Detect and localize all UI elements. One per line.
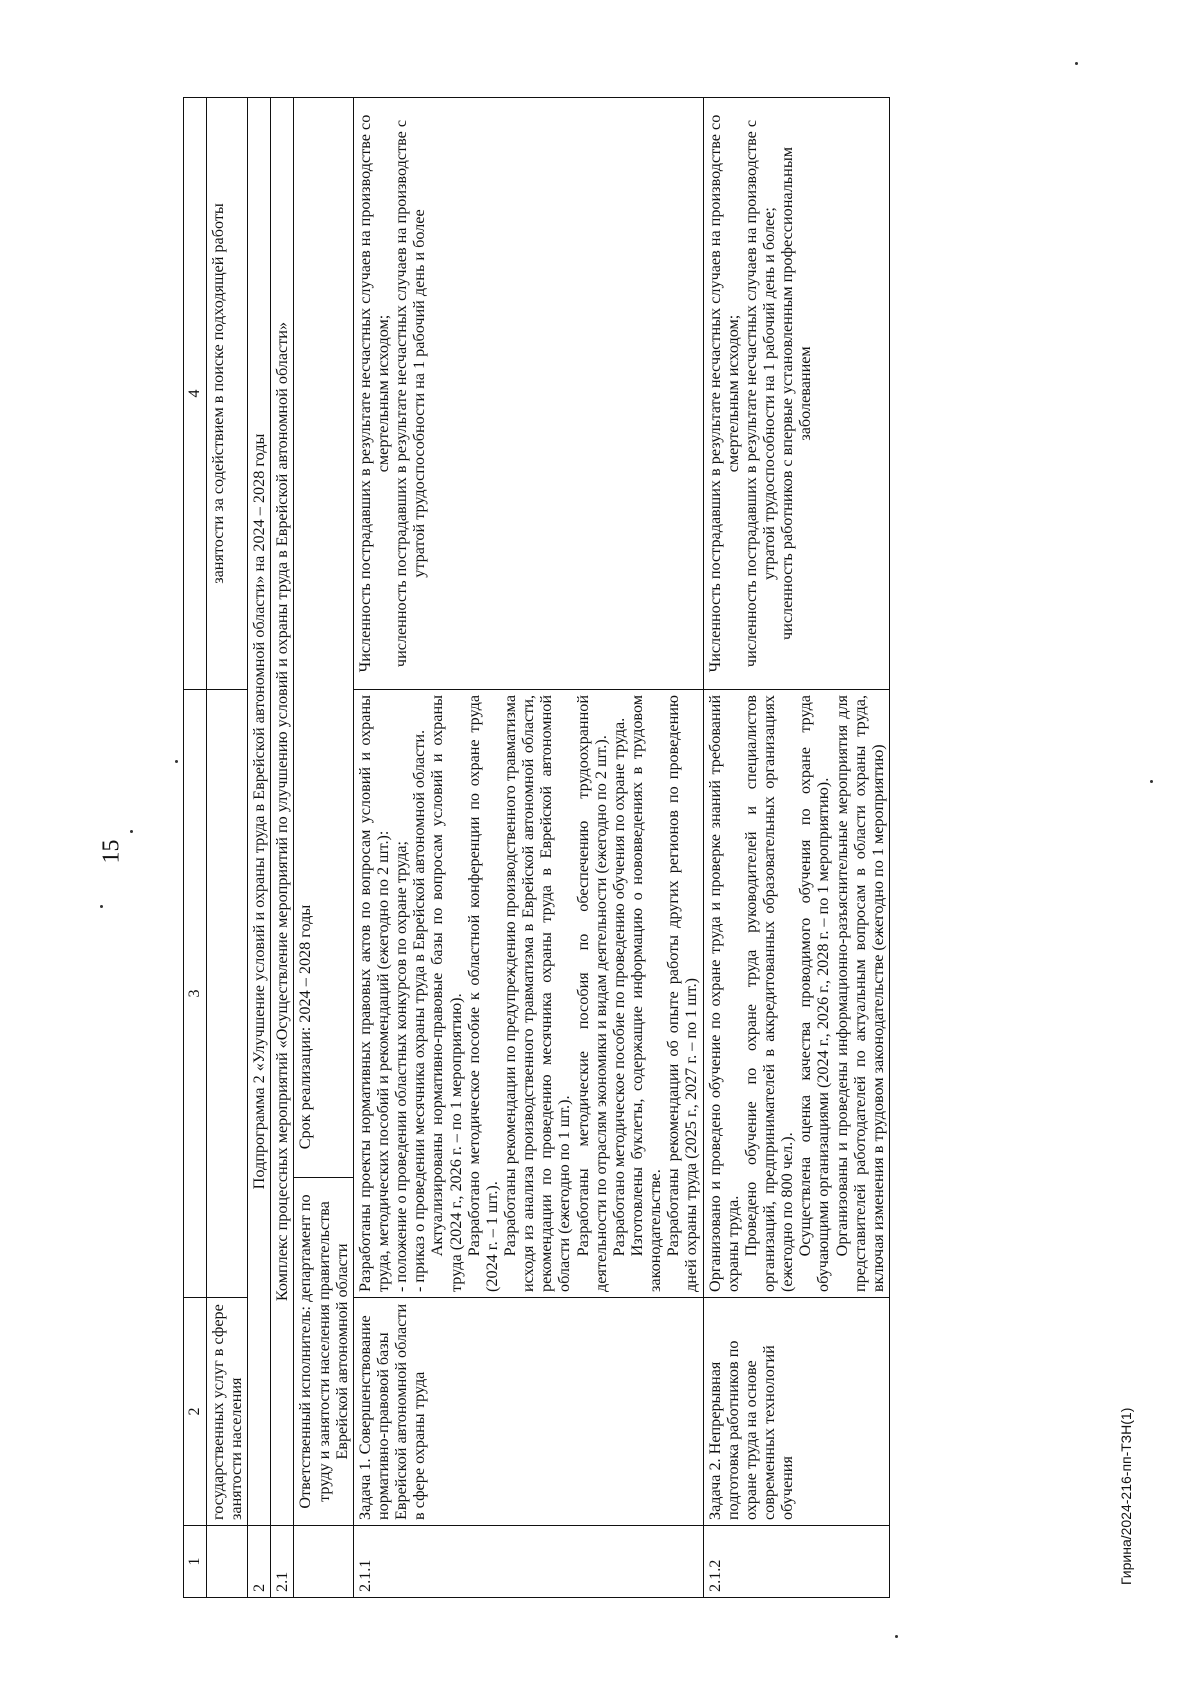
task-1-indicator-2: численность пострадавших в результате несчастных случаев на производстве с утратой трудоспособности на 1 рабочий день и более bbox=[392, 119, 429, 668]
scan-speck bbox=[130, 830, 133, 833]
task-1-result-3: - приказ о проведении месячника охраны труда в Еврейской автономной области. bbox=[410, 729, 429, 1292]
scan-speck bbox=[100, 905, 103, 908]
header-row bbox=[184, 98, 207, 1598]
cont-col4: занятости за содействием в поиске подходящей работы bbox=[206, 98, 247, 690]
complex-num: 2.1 bbox=[271, 1526, 294, 1598]
document-code: Гирина/2024-216-пп-ТЗН(1) bbox=[1118, 1407, 1134, 1585]
header-col-4: 4 bbox=[184, 98, 207, 690]
task-1-row bbox=[353, 98, 703, 1598]
task-2-indicator-2: численность пострадавших в результате несчастных случаев на производстве с утратой трудоспособности на 1 рабочий день и более; bbox=[741, 119, 778, 668]
task-2-indicator-1: Численность пострадавших в результате несчастных случаев на производстве со смертельным исходом; bbox=[705, 114, 742, 673]
task-2-indicator-3: численность работников с впервые установленным профессиональным заболеванием bbox=[778, 147, 815, 640]
cont-col2: государственных услуг в сфере занятости населения bbox=[206, 1298, 247, 1526]
term-cell bbox=[294, 98, 353, 1178]
complex-title: Комплекс процессных мероприятий «Осуществление мероприятий по улучшению условий и охраны труда в Еврейской автономной области» bbox=[271, 98, 294, 1526]
task-1-result-9: Изготовлены буклеты, содержащие информацию о нововведениях в трудовом законодательстве. bbox=[628, 695, 665, 1292]
task-2-row bbox=[703, 98, 889, 1598]
task-2-num: 2.1.2 bbox=[703, 1526, 889, 1598]
task-1-results bbox=[353, 690, 703, 1298]
task-1-result-1: Разработаны проекты нормативных правовых актов по вопросам условий и охраны труда, методических пособий и рекомендаций (ежегодно по 2 шт.): bbox=[355, 695, 393, 1292]
task-1-result-6: Разработаны рекомендации по предупреждению производственного травматизма исходя из анализа производственного травматизма в Еврейской автономной области, рекомендации по проведению месячника охраны труда в Еврейской автономной области (ежегодно по 1 шт.). bbox=[501, 695, 574, 1292]
task-1-result-10: Разработаны рекомендации об опыте работы других регионов по проведению дней охраны труда (2025 г., 2027 г. – по 1 шт.) bbox=[664, 695, 701, 1292]
task-1-title: Задача 1. Совершенствование нормативно-правовой базы Еврейской автономной области в сфере охраны труда bbox=[353, 1298, 703, 1526]
task-2-results bbox=[703, 690, 889, 1298]
task-1-result-8: Разработано методическое пособие по проведению обучения по охране труда. bbox=[609, 717, 628, 1257]
header-col-2: 2 bbox=[184, 1298, 207, 1526]
task-1-num: 2.1.1 bbox=[353, 1526, 703, 1598]
task-2-title: Задача 2. Непрерывная подготовка работников по охране труда на основе современных технологий обучения bbox=[703, 1298, 889, 1526]
cont-num bbox=[206, 1526, 247, 1598]
task-1-result-7: Разработаны методические пособия по обеспечению трудоохранной деятельности по отраслям экономики и видам деятельности (ежегодно по 2 шт.). bbox=[573, 695, 610, 1292]
responsible-executor: Ответственный исполнитель: департамент по труду и занятости населения правительства Еврейской автономной области bbox=[294, 1178, 353, 1526]
implementation-term: Срок реализации: 2024 – 2028 годы bbox=[296, 904, 315, 1150]
scan-speck bbox=[175, 760, 178, 763]
header-col-3: 3 bbox=[184, 690, 207, 1298]
responsible-empty bbox=[294, 1526, 353, 1598]
program-table bbox=[183, 97, 890, 1598]
task-1-result-5: Разработано методическое пособие к областной конференции по охране труда (2024 г. – 1 шт.). bbox=[464, 695, 501, 1292]
subprogram-num: 2 bbox=[248, 1526, 271, 1598]
page-number: 15 bbox=[98, 839, 125, 864]
task-2-result-1: Организовано и проведено обучение по охране труда и проверке знаний требований охраны труда. bbox=[705, 695, 742, 1292]
task-2-result-3: Осуществлена оценка качества проводимого обучения по охране труда обучающими организациями (2024 г., 2026 г., 2028 г. – по 1 мероприятию). bbox=[796, 695, 833, 1292]
scan-speck bbox=[895, 1635, 898, 1638]
task-1-result-4: Актуализированы нормативно-правовые базы по вопросам условий и охраны труда (2024 г., 2026 г. – по 1 мероприятию). bbox=[428, 695, 465, 1292]
scan-speck bbox=[1075, 62, 1078, 65]
subprogram-row bbox=[248, 98, 271, 1598]
task-2-result-2: Проведено обучение по охране труда руководителей и специалистов организаций, предпринимателей в аккредитованных образовательных организациях (ежегодно по 800 чел.). bbox=[741, 695, 797, 1292]
continuation-row bbox=[206, 98, 247, 1598]
task-2-result-4: Организованы и проведены информационно-разъяснительные мероприятия для представителей работодателей по актуальным вопросам в области охраны труда, включая изменения в трудовом законодательстве (ежегодно по 1 мероприятию) bbox=[832, 695, 887, 1292]
task-1-indicators bbox=[353, 98, 703, 690]
complex-row bbox=[271, 98, 294, 1598]
subprogram-title: Подпрограмма 2 «Улучшение условий и охраны труда в Еврейской автономной области» на 2024 – 2028 годы bbox=[248, 98, 271, 1526]
scan-speck bbox=[1150, 780, 1153, 783]
header-col-1: 1 bbox=[184, 1526, 207, 1598]
task-2-indicators bbox=[703, 98, 889, 690]
rotated-table-canvas bbox=[183, 98, 1113, 1598]
task-1-result-2: - положение о проведении областных конкурсов по охране труда; bbox=[392, 840, 411, 1292]
task-1-indicator-1: Численность пострадавших в результате несчастных случаев на производстве со смертельным исходом; bbox=[355, 114, 393, 673]
responsible-row bbox=[294, 98, 353, 1598]
cont-col3 bbox=[206, 690, 247, 1298]
